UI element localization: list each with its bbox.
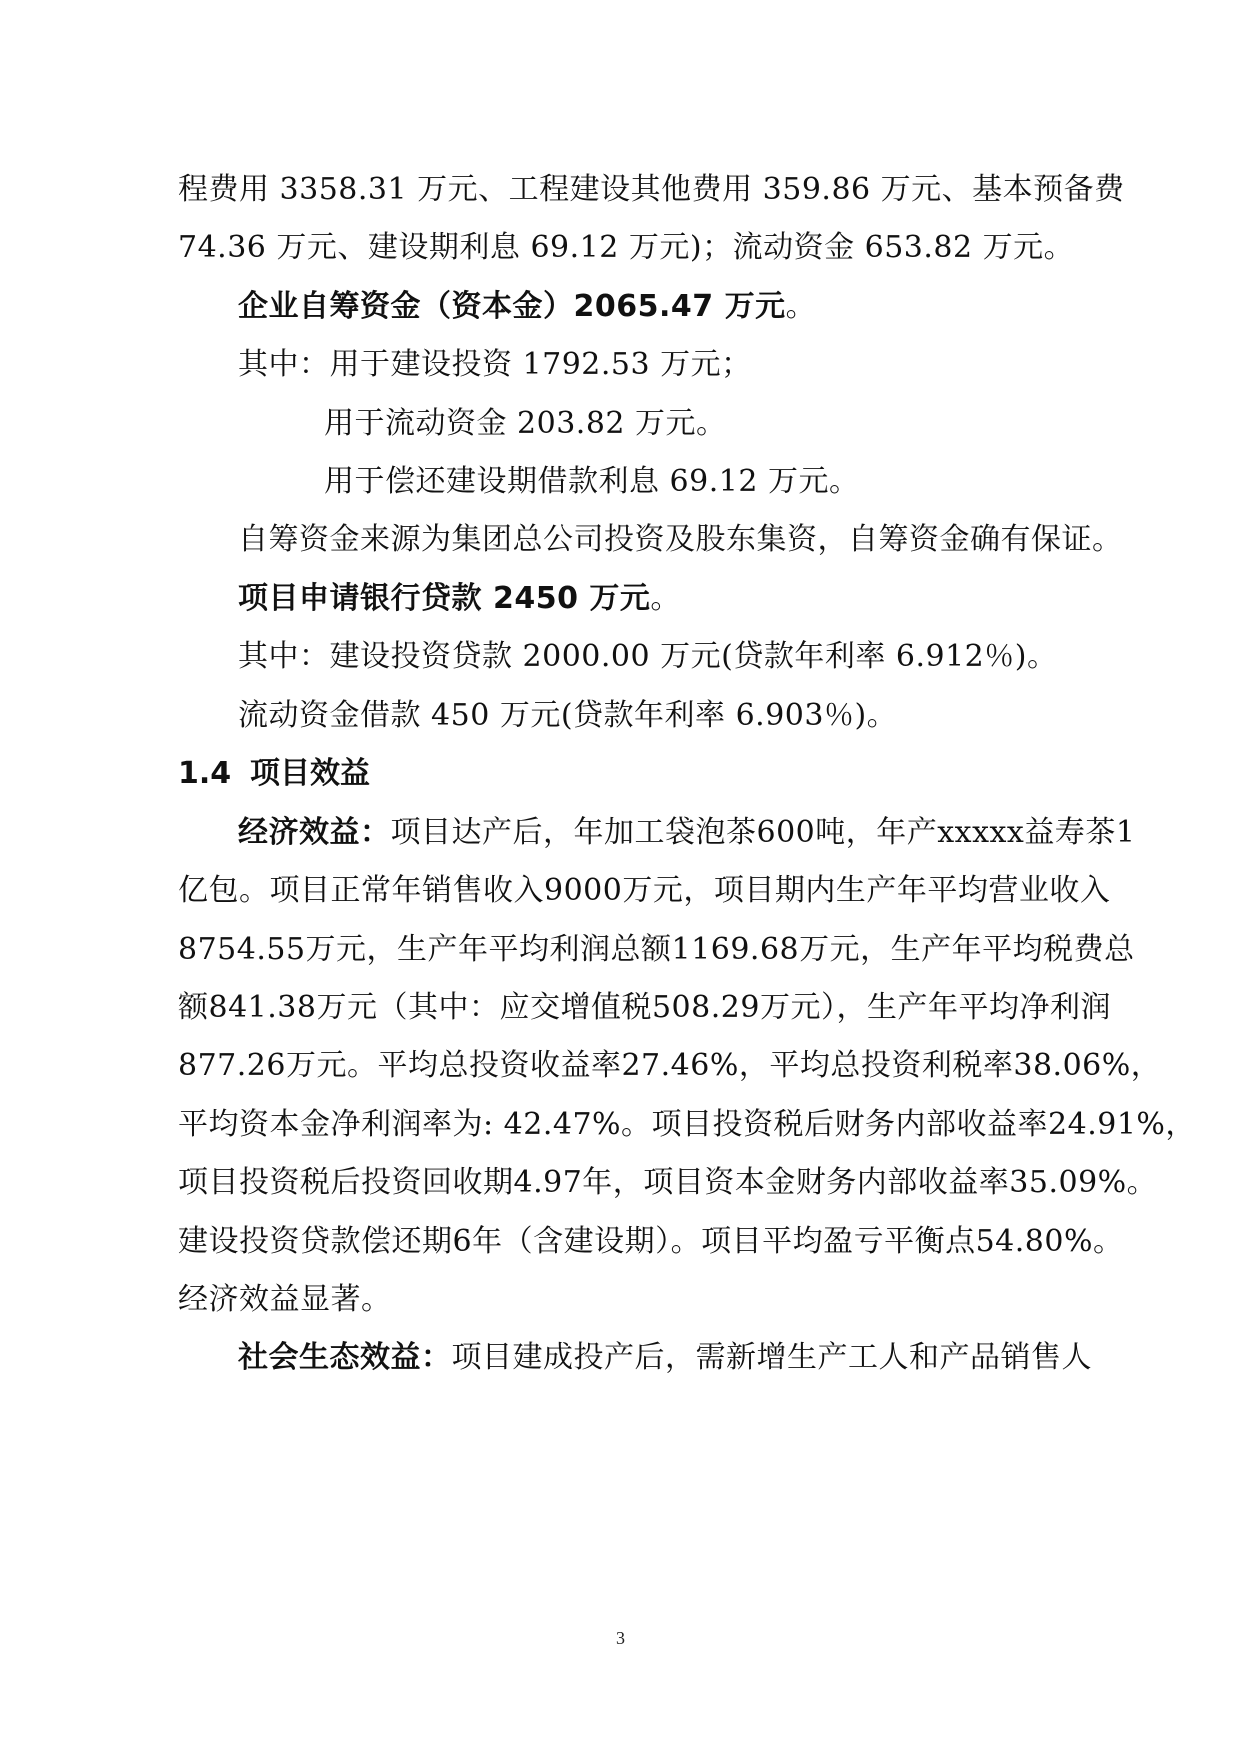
economic-line: 亿包。项目正常年销售收入9000万元，项目期内生产年平均营业收入	[178, 873, 1111, 908]
social-line	[238, 1338, 1092, 1378]
economic-label: 经济效益：	[238, 815, 391, 850]
loan-item: 其中：建设投资贷款 2000.00 万元(贷款年利率 6.912％)。	[238, 639, 1058, 674]
section-heading	[178, 754, 370, 794]
self-fund-title: 企业自筹资金（资本金）2065.47 万元	[238, 289, 786, 324]
loan-title: 项目申请银行贷款 2450 万元	[238, 581, 651, 616]
self-fund-title-end: 。	[785, 289, 817, 324]
self-fund-item: 其中：用于建设投资 1792.53 万元；	[238, 347, 752, 382]
economic-line: 平均资本金净利润率为: 42.47%。项目投资税后财务内部收益率24.91%，	[178, 1107, 1196, 1142]
economic-line: 经济效益显著。	[178, 1282, 392, 1317]
self-fund-item: 用于偿还建设期借款利息 69.12 万元。	[324, 464, 860, 499]
self-fund-item: 用于流动资金 203.82 万元。	[324, 406, 727, 441]
page-number: 3	[616, 1628, 625, 1648]
social-text: 项目建成投产后，需新增生产工人和产品销售人	[451, 1340, 1092, 1375]
economic-line: 建设投资贷款偿还期6年（含建设期）。项目平均盈亏平衡点54.80%。	[178, 1224, 1124, 1259]
economic-line: 项目投资税后投资回收期4.97年，项目资本金财务内部收益率35.09%。	[178, 1165, 1158, 1200]
loan-title-end: 。	[650, 581, 681, 616]
economic-line	[238, 813, 1135, 853]
loan-item: 流动资金借款 450 万元(贷款年利率 6.903％)。	[238, 698, 898, 733]
loan-heading	[238, 579, 681, 619]
paragraph-line: 程费用 3358.31 万元、工程建设其他费用 359.86 万元、基本预备费	[178, 172, 1125, 207]
social-label: 社会生态效益：	[238, 1340, 452, 1375]
economic-line: 877.26万元。平均总投资收益率27.46%，平均总投资利税率38.06%，	[178, 1048, 1162, 1083]
economic-text: 项目达产后，年加工袋泡茶600吨，年产xxxxx益寿茶1	[390, 815, 1136, 850]
section-number: 1.4	[178, 756, 232, 791]
paragraph-line: 74.36 万元、建设期利息 69.12 万元)；流动资金 653.82 万元。	[178, 230, 1075, 265]
economic-line: 8754.55万元，生产年平均利润总额1169.68万元，生产年平均税费总	[178, 932, 1135, 967]
section-title: 项目效益	[250, 756, 370, 791]
self-fund-heading	[238, 287, 816, 327]
economic-line: 额841.38万元（其中：应交增值税508.29万元），生产年平均净利润	[178, 990, 1111, 1025]
self-fund-source: 自筹资金来源为集团总公司投资及股东集资，自筹资金确有保证。	[238, 522, 1123, 557]
